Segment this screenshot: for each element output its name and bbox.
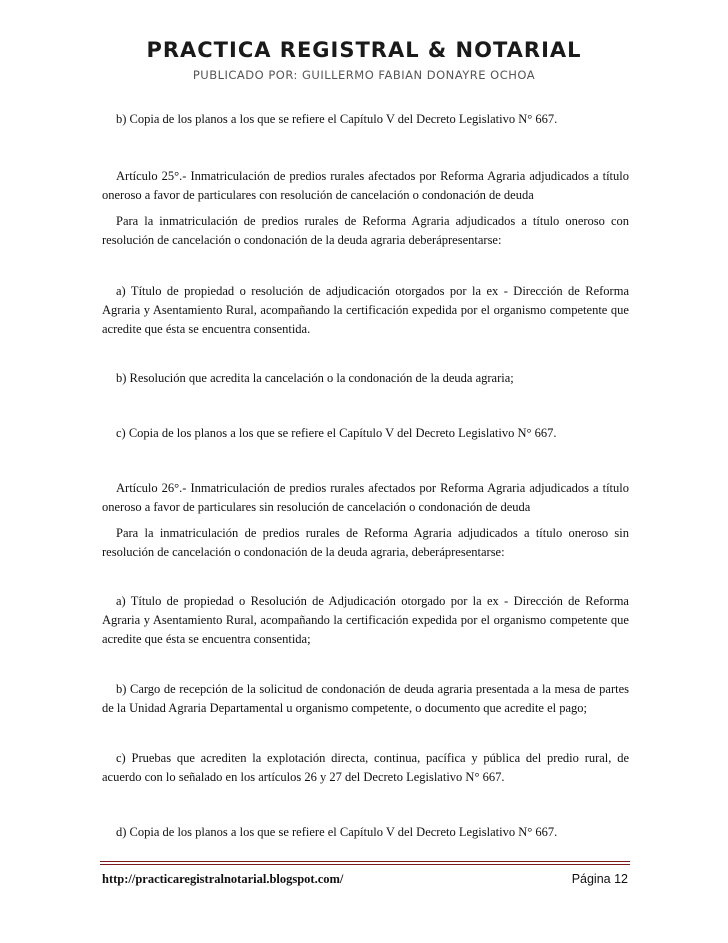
article-26-item-c: c) Pruebas que acrediten la explotación directa, continua, pacífica y pública del predio rural, de acuerdo con lo señalado en los artículos 26 y 27 del Decreto Legislativo N° 667. <box>102 751 629 784</box>
footer-divider <box>100 861 630 865</box>
article-25-item-b: b) Resolución que acredita la cancelación o la condonación de la deuda agraria; <box>116 371 514 385</box>
article-26-intro: Para la inmatriculación de predios rurales de Reforma Agraria adjudicados a título oneroso sin resolución de cancelación o condonación de la deuda agraria, deberápresentarse: <box>102 526 629 559</box>
footer-blog-link[interactable]: http://practicaregistralnotarial.blogspot.com/ <box>102 872 344 886</box>
article-26-item-a: a) Título de propiedad o Resolución de Adjudicación otorgado por la ex - Dirección de Reforma Agraria y Asentamiento Rural, acompañando la certificación expedida por el organismo competente que acredite que ésta se encuentra consentida; <box>102 594 629 646</box>
page-header-subtitle: PUBLICADO POR: GUILLERMO FABIAN DONAYRE OCHOA <box>192 68 536 82</box>
article-26-heading: Artículo 26°.- Inmatriculación de predios rurales afectados por Reforma Agraria adjudicados a título oneroso a favor de particulares sin resolución de cancelación o condonación de deuda <box>102 481 629 514</box>
article-25-item-a: a) Título de propiedad o resolución de adjudicación otorgados por la ex - Dirección de Reforma Agraria y Asentamiento Rural, acompañando la certificación expedida por el organismo competente que acredite que ésta se encuentra consentida. <box>102 284 629 336</box>
article-25-intro: Para la inmatriculación de predios rurales de Reforma Agraria adjudicados a título oneroso con resolución de cancelación o condonación de la deuda agraria deberápresentarse: <box>102 214 629 247</box>
article-26-item-b: b) Cargo de recepción de la solicitud de condonación de deuda agraria presentada a la mesa de partes de la Unidad Agraria Departamental u organismo competente, o documento que acredite el pago; <box>102 682 629 715</box>
paragraph-b-planos: b) Copia de los planos a los que se refiere el Capítulo V del Decreto Legislativo N° 667. <box>116 112 558 126</box>
footer-page-number: Página 12 <box>571 872 628 886</box>
article-26-item-d: d) Copia de los planos a los que se refiere el Capítulo V del Decreto Legislativo N° 667. <box>116 825 558 839</box>
article-25-item-c: c) Copia de los planos a los que se refiere el Capítulo V del Decreto Legislativo N° 667. <box>116 426 557 440</box>
article-25-heading: Artículo 25°.- Inmatriculación de predios rurales afectados por Reforma Agraria adjudicados a título oneroso a favor de particulares con resolución de cancelación o condonación de deuda <box>102 169 629 202</box>
page-header-title: PRACTICA REGISTRAL & NOTARIAL <box>146 38 582 62</box>
